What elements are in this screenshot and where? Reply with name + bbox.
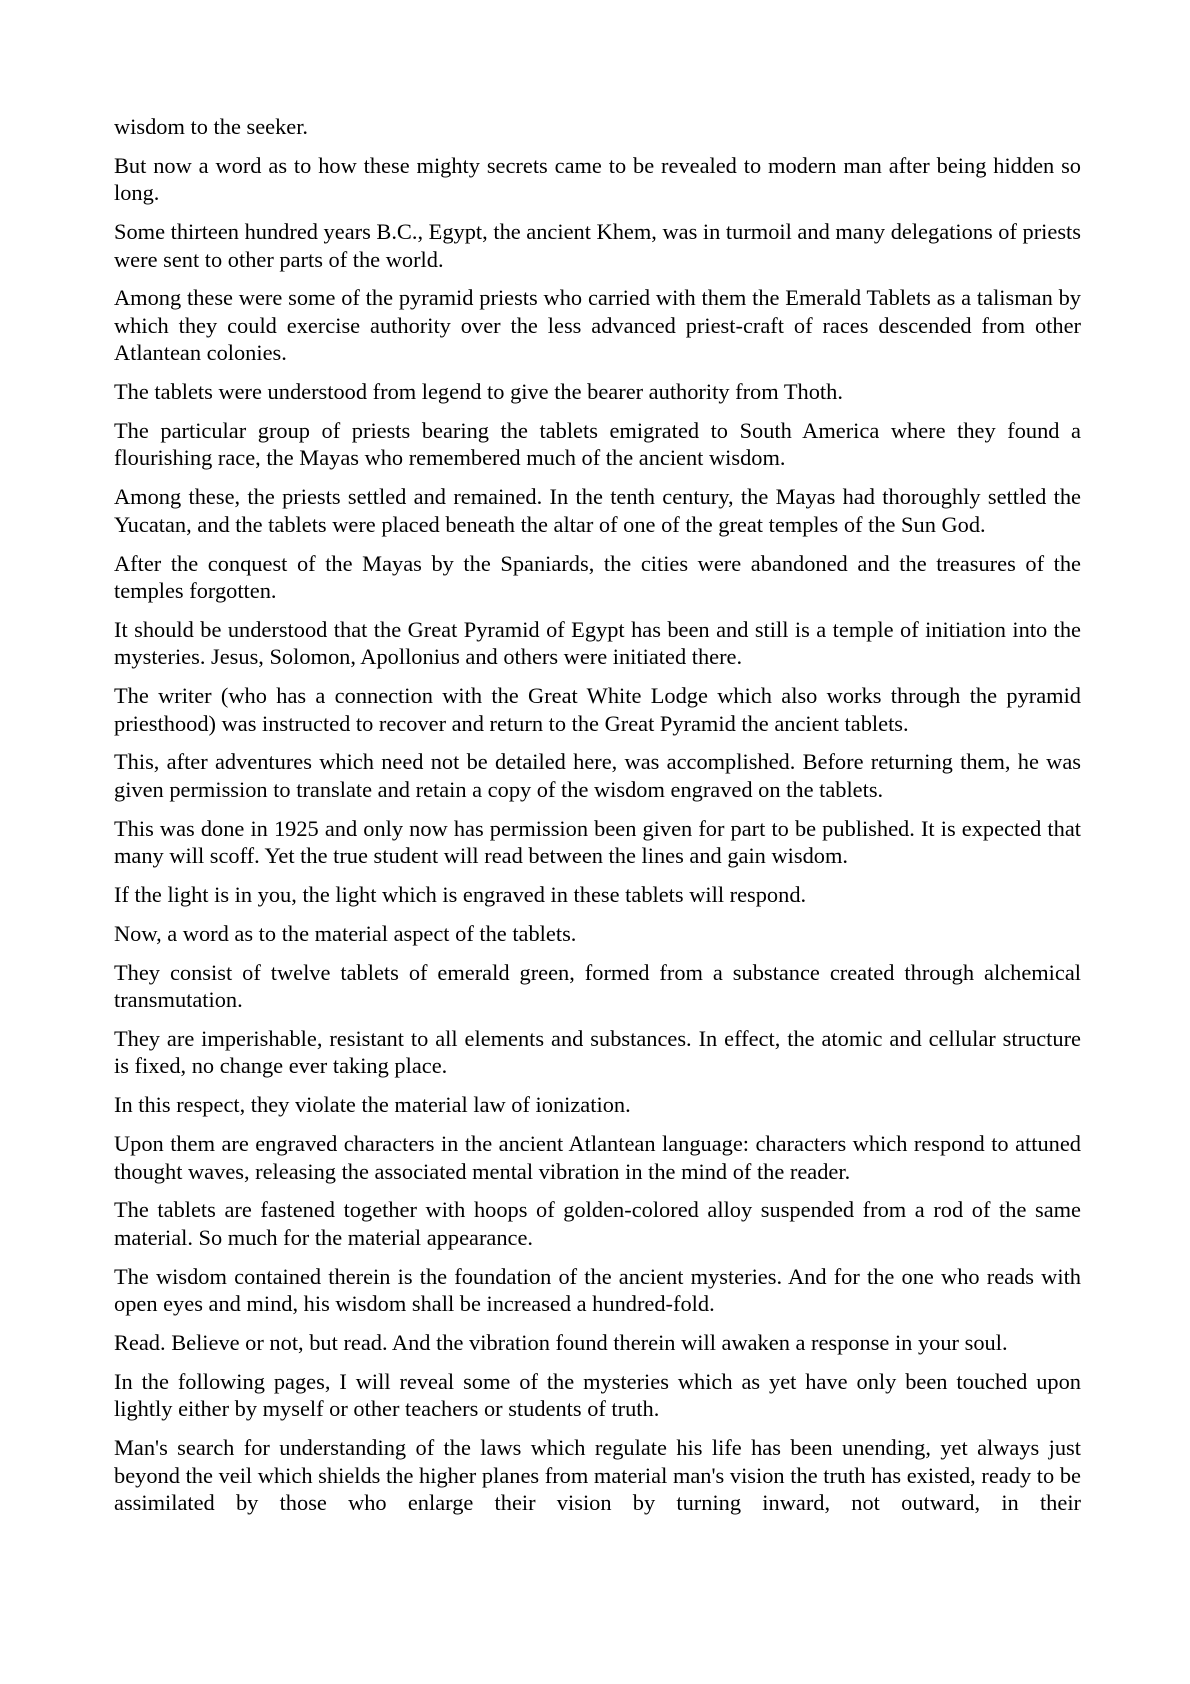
paragraph-16: They are imperishable, resistant to all elements and substances. In effect, the atomic and cellular structure is fixed, no change ever taking place. xyxy=(114,1025,1081,1079)
paragraph-10: The writer (who has a connection with the Great White Lodge which also works through the pyramid priesthood) was instructed to recover and return to the Great Pyramid the ancient tablets. xyxy=(114,683,1081,736)
paragraph-15: They consist of twelve tablets of emerald green, formed from a substance created through alchemical transmutation. xyxy=(114,959,1081,1013)
paragraph-6: The particular group of priests bearing the tablets emigrated to South America where they found a flourishing race, the Mayas who remembered much of the ancient wisdom. xyxy=(114,417,1081,471)
paragraph-5: The tablets were understood from legend to give the bearer authority from Thoth. xyxy=(114,379,843,405)
paragraph-11: This, after adventures which need not be detailed here, was accomplished. Before returning them, he was given permission to translate and retain a copy of the wisdom engraved on the tablets. xyxy=(114,749,1081,802)
paragraph-21: Read. Believe or not, but read. And the vibration found therein will awaken a response in your soul. xyxy=(114,1329,1008,1355)
paragraph-23: Man's search for understanding of the laws which regulate his life has been unending, yet always just beyond the veil which shields the higher planes from material man's vision the truth has existed, ready to be assimilated by those who enlarge their vision by turning inward, not outward, in their xyxy=(114,1435,1081,1516)
paragraph-8: After the conquest of the Mayas by the Spaniards, the cities were abandoned and the treasures of the temples forgotten. xyxy=(114,550,1081,604)
paragraph-7: Among these, the priests settled and remained. In the tenth century, the Mayas had thoroughly settled the Yucatan, and the tablets were placed beneath the altar of one of the great temples of the Sun God. xyxy=(114,484,1081,537)
paragraph-12: This was done in 1925 and only now has permission been given for part to be published. It is expected that many will scoff. Yet the true student will read between the lines and gain wisdom. xyxy=(114,815,1081,869)
paragraph-3: Some thirteen hundred years B.C., Egypt, the ancient Khem, was in turmoil and many delegations of priests were sent to other parts of the world. xyxy=(114,219,1081,272)
paragraph-20: The wisdom contained therein is the foundation of the ancient mysteries. And for the one who reads with open eyes and mind, his wisdom shall be increased a hundred-fold. xyxy=(114,1263,1081,1317)
paragraph-4: Among these were some of the pyramid priests who carried with them the Emerald Tablets as a talisman by which they could exercise authority over the less advanced priest-craft of races descended from other Atlantean colonies. xyxy=(114,285,1081,366)
paragraph-19: The tablets are fastened together with hoops of golden-colored alloy suspended from a rod of the same material. So much for the material appearance. xyxy=(114,1197,1081,1250)
paragraph-17: In this respect, they violate the material law of ionization. xyxy=(114,1092,631,1118)
paragraph-13: If the light is in you, the light which is engraved in these tablets will respond. xyxy=(114,882,807,908)
paragraph-14: Now, a word as to the material aspect of the tablets. xyxy=(114,920,577,946)
paragraph-18: Upon them are engraved characters in the ancient Atlantean language: characters which respond to attuned thought waves, releasing the associated mental vibration in the mind of the reader. xyxy=(114,1131,1081,1184)
paragraph-1: wisdom to the seeker. xyxy=(114,114,309,139)
document-body xyxy=(114,113,1081,1528)
paragraph-2: But now a word as to how these mighty secrets came to be revealed to modern man after being hidden so long. xyxy=(114,152,1081,206)
paragraph-9: It should be understood that the Great Pyramid of Egypt has been and still is a temple of initiation into the mysteries. Jesus, Solomon, Apollonius and others were initiated there. xyxy=(114,616,1081,670)
paragraph-22: In the following pages, I will reveal some of the mysteries which as yet have only been touched upon lightly either by myself or other teachers or students of truth. xyxy=(114,1368,1081,1422)
